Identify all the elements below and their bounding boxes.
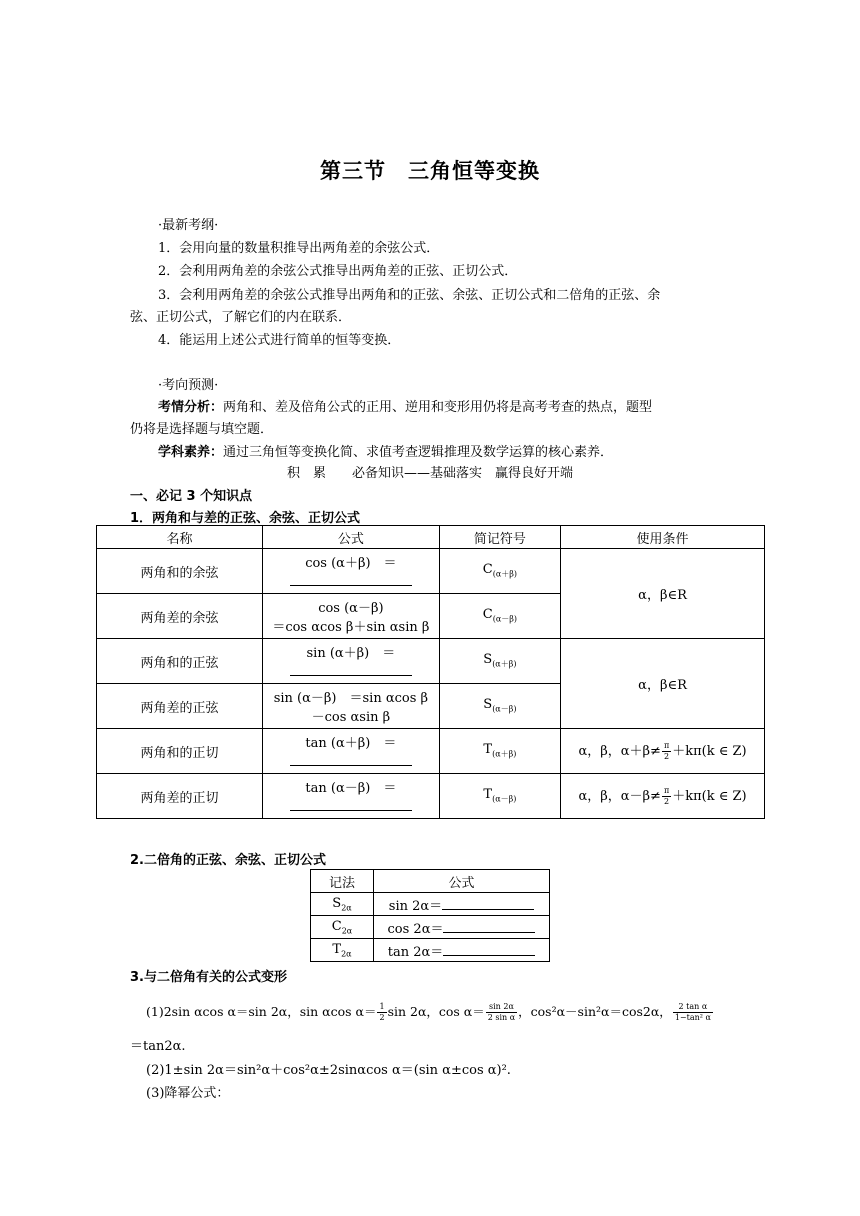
- formula-text: －cos αsin β: [311, 710, 391, 725]
- syllabus-heading: ·最新考纲·: [158, 218, 219, 233]
- analysis-label: 考情分析：: [158, 400, 224, 415]
- row-symbol: [311, 916, 374, 939]
- header-symbol: 记法: [311, 870, 374, 893]
- fraction-numerator: 1: [379, 1002, 385, 1011]
- syllabus-item: 2．会利用两角差的余弦公式推导出两角差的正弦、正切公式．: [158, 264, 518, 279]
- row-name: 两角差的正切: [97, 774, 263, 819]
- answer-blank[interactable]: [290, 796, 412, 811]
- symbol-letter: S: [332, 895, 342, 911]
- condition-text: α，β，α＋β≠: [578, 744, 661, 759]
- sin-fraction: [486, 1002, 517, 1023]
- table-row: [311, 939, 550, 962]
- forecast-analysis-cont: 仍将是选择题与填空题．: [130, 422, 274, 437]
- section-heading: 一、必记 3 个知识点: [130, 489, 253, 504]
- symbol-subscript: 2α: [341, 949, 352, 959]
- double-angle-table: [310, 869, 550, 962]
- formula-text: tan 2α＝: [387, 944, 444, 960]
- formula-text: ＝cos αcos β＋sin αsin β: [272, 620, 430, 635]
- formula-text: tan (α＋β) ＝: [305, 736, 397, 751]
- row-formula: [374, 939, 550, 962]
- symbol-letter: C: [331, 918, 342, 934]
- tan-fraction: [673, 1002, 713, 1023]
- syllabus-item: 1．会用向量的数量积推导出两角差的余弦公式．: [158, 241, 440, 256]
- symbol-subscript: (α－β): [492, 704, 517, 714]
- row-condition: [561, 774, 765, 819]
- header-condition: 使用条件: [561, 526, 765, 549]
- row-formula: [263, 639, 440, 684]
- fraction-numerator: π: [663, 786, 670, 795]
- pi-half-fraction: [662, 786, 671, 807]
- formula-line-1-cont: ＝tan2α.: [130, 1039, 186, 1054]
- symbol-letter: T: [332, 941, 342, 957]
- fraction-numerator: 2 tan α: [673, 1002, 713, 1013]
- answer-blank[interactable]: [290, 571, 412, 586]
- condition-text: ＋kπ(k ∈ Z): [672, 789, 747, 804]
- row-name: 两角和的余弦: [97, 549, 263, 594]
- symbol-letter: T: [483, 787, 493, 803]
- symbol-subscript: (α＋β): [492, 659, 517, 669]
- formula-text: sin (α－β) ＝sin αcos β: [273, 691, 429, 706]
- row-symbol: [439, 774, 560, 819]
- row-condition: α，β∈R: [561, 639, 765, 729]
- symbol-letter: C: [482, 607, 493, 623]
- table-row: [311, 916, 550, 939]
- row-symbol: [311, 939, 374, 962]
- symbol-letter: T: [483, 742, 493, 758]
- forecast-analysis: [158, 396, 652, 415]
- table-header-row: [311, 870, 550, 893]
- row-symbol: [439, 639, 560, 684]
- row-name: 两角和的正切: [97, 729, 263, 774]
- answer-blank[interactable]: [443, 943, 535, 956]
- fraction-numerator: sin 2α: [486, 1002, 517, 1013]
- forecast-heading: ·考向预测·: [158, 378, 219, 393]
- row-symbol: [311, 893, 374, 916]
- answer-blank[interactable]: [443, 920, 535, 933]
- formula-line-1: [146, 1002, 714, 1023]
- row-symbol: [439, 549, 560, 594]
- table-row: [97, 774, 765, 819]
- symbol-subscript: 2α: [341, 926, 353, 936]
- table-row: [97, 549, 765, 594]
- table-row: [97, 729, 765, 774]
- fraction-numerator: π: [663, 741, 670, 750]
- answer-blank[interactable]: [290, 751, 412, 766]
- symbol-subscript: (α＋β): [492, 749, 517, 759]
- formula-text: sin (α＋β) ＝: [306, 646, 396, 661]
- header-name: 名称: [97, 526, 263, 549]
- formula-text: ，cos²α－sin²α＝cos2α，: [518, 1004, 672, 1019]
- answer-blank[interactable]: [290, 661, 412, 676]
- symbol-subscript: (α＋β): [492, 569, 517, 579]
- row-formula: [263, 684, 440, 729]
- symbol-letter: S: [483, 652, 493, 668]
- formula-text: sin 2α，cos α＝: [387, 1004, 485, 1019]
- row-symbol: [439, 684, 560, 729]
- section-banner: 积 累 必备知识——基础落实 赢得良好开端: [286, 466, 573, 481]
- condition-text: ＋kπ(k ∈ Z): [672, 744, 747, 759]
- fraction-denominator: 1−tan² α: [674, 1013, 711, 1022]
- row-formula: [263, 729, 440, 774]
- table-row: [97, 639, 765, 684]
- symbol-letter: C: [482, 562, 493, 578]
- subsection-heading: 2.二倍角的正弦、余弦、正切公式: [130, 853, 326, 868]
- formula-text: (1)2sin αcos α＝sin 2α，sin αcos α＝: [146, 1004, 377, 1019]
- row-symbol: [439, 594, 560, 639]
- fraction-denominator: 2 sin α: [487, 1013, 516, 1022]
- row-condition: α，β∈R: [561, 549, 765, 639]
- row-name: 两角和的正弦: [97, 639, 263, 684]
- condition-text: α，β，α－β≠: [578, 789, 661, 804]
- header-symbol: 简记符号: [439, 526, 560, 549]
- formula-text: tan (α－β) ＝: [305, 781, 397, 796]
- row-symbol: [439, 729, 560, 774]
- fraction-denominator: 2: [379, 1013, 385, 1022]
- syllabus-item: 3．会利用两角差的余弦公式推导出两角和的正弦、余弦、正切公式和二倍角的正弦、余: [158, 288, 661, 303]
- header-formula: 公式: [374, 870, 550, 893]
- analysis-text: 两角和、差及倍角公式的正用、逆用和变形用仍将是高考考查的热点，题型: [223, 400, 653, 415]
- row-formula: [263, 774, 440, 819]
- formula-text: cos (α＋β) ＝: [305, 556, 397, 571]
- row-formula: [374, 916, 550, 939]
- answer-blank[interactable]: [442, 897, 534, 910]
- syllabus-item: 4．能运用上述公式进行简单的恒等变换．: [158, 333, 401, 348]
- fraction-denominator: 2: [664, 797, 670, 806]
- row-condition: [561, 729, 765, 774]
- fraction-denominator: 2: [664, 752, 670, 761]
- pi-half-fraction: [662, 741, 671, 762]
- row-formula: [374, 893, 550, 916]
- table-header-row: [97, 526, 765, 549]
- table-row: [311, 893, 550, 916]
- formula-line-3: (3)降幂公式：: [146, 1086, 230, 1101]
- literacy-text: 通过三角恒等变换化简、求值考查逻辑推理及数学运算的核心素养．: [223, 445, 614, 460]
- symbol-subscript: 2α: [341, 903, 352, 913]
- row-formula: [263, 594, 440, 639]
- forecast-literacy: [158, 441, 613, 460]
- literacy-label: 学科素养：: [158, 445, 224, 460]
- row-name: 两角差的余弦: [97, 594, 263, 639]
- formula-line-2: (2)1±sin 2α＝sin²α＋cos²α±2sinαcos α＝(sin α±cos α)².: [146, 1063, 511, 1078]
- symbol-subscript: (α－β): [492, 614, 517, 624]
- syllabus-item: 弦、正切公式，了解它们的内在联系．: [130, 310, 352, 325]
- formula-text: sin 2α＝: [388, 898, 443, 914]
- half-fraction: [377, 1002, 386, 1023]
- formula-text: cos (α－β): [318, 601, 384, 616]
- symbol-letter: S: [483, 697, 493, 713]
- subsection-heading: 3.与二倍角有关的公式变形: [130, 970, 287, 985]
- header-formula: 公式: [263, 526, 440, 549]
- symbol-subscript: (α－β): [492, 794, 517, 804]
- subsection-heading: 1．两角和与差的正弦、余弦、正切公式: [130, 511, 361, 526]
- row-formula: [263, 549, 440, 594]
- formula-text: cos 2α＝: [387, 921, 444, 937]
- row-name: 两角差的正弦: [97, 684, 263, 729]
- sum-difference-table: [96, 525, 765, 819]
- page-title: 第三节 三角恒等变换: [320, 159, 540, 183]
